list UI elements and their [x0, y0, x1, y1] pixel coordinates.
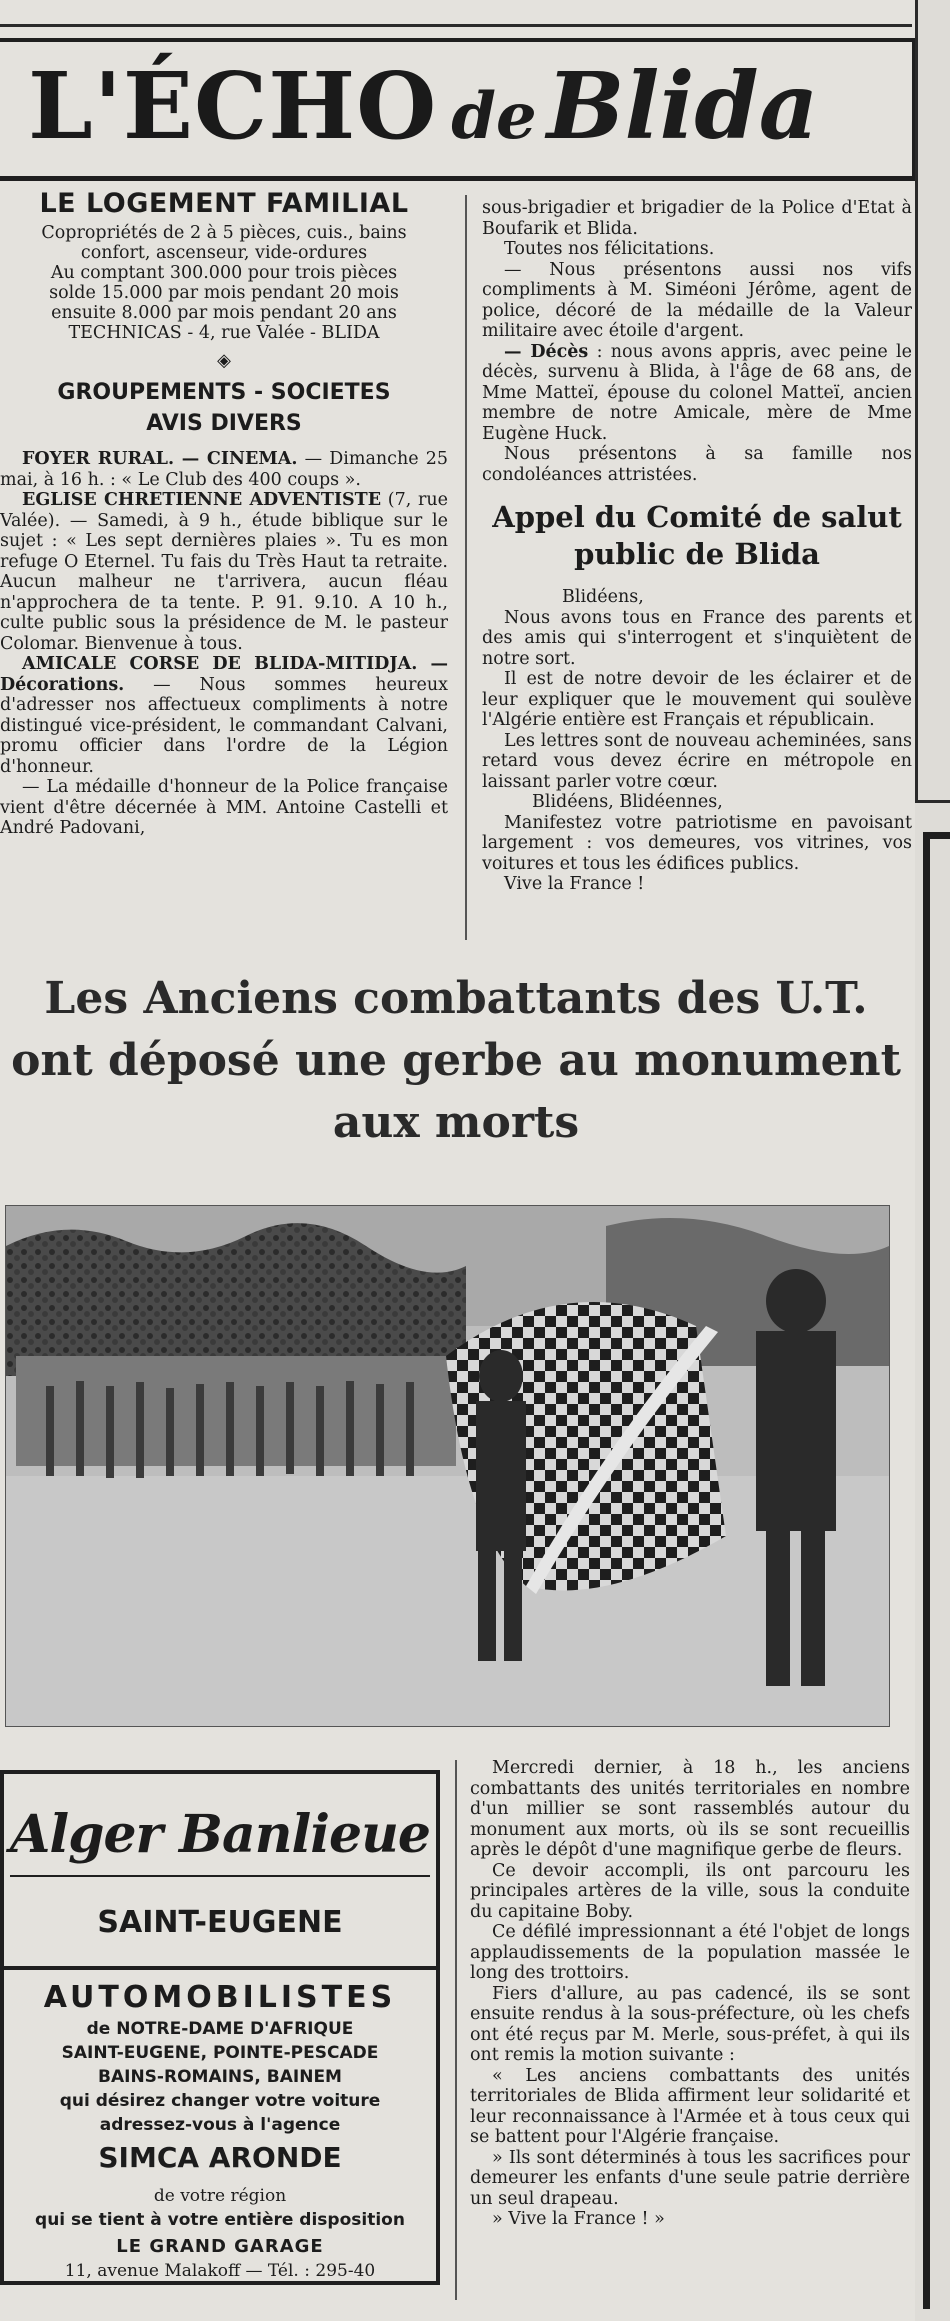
- amicale-notice: [0, 654, 448, 777]
- felicitations: Toutes nos félicitations.: [504, 239, 715, 259]
- ad-location: SAINT-EUGENE: [97, 1905, 343, 1940]
- ceremony-article: [470, 1758, 910, 2230]
- masthead: [0, 38, 915, 181]
- appel-title-line2: public de Blida: [574, 537, 820, 571]
- appel-salutation: Blidéens,: [562, 587, 644, 607]
- eglise-notice: [0, 490, 448, 654]
- condoleances: Nous présentons à sa famille nos condoléances attristées.: [482, 444, 912, 485]
- appel-paragraph: Il est de notre devoir de les éclairer et de leur expliquer que le mouvement qui soulève l'Algérie entière est Français et républicain.: [482, 669, 912, 730]
- adjacent-box-edge: [923, 832, 950, 2309]
- left-column: [0, 190, 448, 839]
- ad-rule: [10, 1875, 430, 1877]
- edge-rule: [915, 800, 950, 803]
- ad-area-line: qui désirez changer votre voiture: [59, 2091, 381, 2111]
- deces-lead: — Décès: [504, 341, 589, 362]
- headline-line2: ont déposé une gerbe au monument: [11, 1035, 901, 1086]
- simeoni-notice: — Nous présentons aussi nos vifs compliments à M. Siméoni Jérôme, agent de police, décoré de la médaille de la Valeur militaire avec étoile d'argent.: [482, 259, 912, 341]
- column-divider: [465, 195, 467, 940]
- ad-region-line: de votre région: [153, 2186, 287, 2206]
- masthead-de: de: [451, 79, 537, 154]
- article-paragraph: Mercredi dernier, à 18 h., les anciens combattants des unités territoriales en nombre d'un millier se sont rassemblés autour du monument aux morts, où ils se sont recueillis après le dépôt d'une magnifique gerbe de fleurs.: [470, 1758, 910, 1860]
- headline-line3: aux morts: [332, 1097, 580, 1148]
- main-headline: [0, 968, 912, 1154]
- appel-paragraph: Nous avons tous en France des parents et des amis qui s'interrogent et s'inquiètent de notre sort.: [482, 607, 912, 669]
- ceremony-photo-image: [6, 1206, 889, 1726]
- groupements-title-line2: AVIS DIVERS: [146, 411, 302, 436]
- ceremony-photo: [5, 1205, 890, 1727]
- logement-line: Copropriétés de 2 à 5 pièces, cuis., bains: [41, 222, 407, 243]
- bottom-column-divider: [455, 1760, 457, 2300]
- foyer-notice: [0, 449, 448, 490]
- groupements-title-line1: GROUPEMENTS - SOCIETES: [57, 380, 391, 405]
- eglise-text: (7, rue Valée). — Samedi, à 9 h., étude biblique sur le sujet : « Les sept dernières plaies ». Tu es mon refuge O Eternel. Tu fais du Très Haut ta retraite. Aucun malheur ne t'arrivera, aucun fléau n'approchera de ta tente. P. 91. 9.10. A 10 h., culte public sous la présidence de M. le pasteur Colomar. Bienvenue à tous.: [0, 490, 448, 654]
- article-paragraph: « Les anciens combattants des unités territoriales de Blida affirment leur solidarité et leur reconnaissance à l'Armée et à tous ceux qui se battent pour l'Algérie française.: [470, 2065, 910, 2147]
- ad-thick-rule: [4, 1966, 436, 1970]
- logement-ad: [0, 223, 448, 343]
- ad-region-line: qui se tient à votre entière disposition: [35, 2210, 405, 2230]
- appel-title-line1: Appel du Comité de salut: [492, 500, 902, 534]
- appel-closing: Vive la France !: [504, 874, 645, 894]
- ad-automobilistes: AUTOMOBILISTES: [43, 1980, 397, 2015]
- amicale-text: — Nous sommes heureux d'adresser nos affectueux compliments à notre distingué vice-président, le commandant Calvani, promu officier dans l'ordre de la Légion d'honneur.: [0, 674, 448, 777]
- groupements-title: [0, 377, 448, 439]
- headline-line1: Les Anciens combattants des U.T.: [44, 973, 868, 1024]
- eglise-lead: EGLISE CHRETIENNE ADVENTISTE: [22, 490, 382, 510]
- ad-area-line: de NOTRE-DAME D'AFRIQUE: [86, 2019, 354, 2039]
- ad-garage: LE GRAND GARAGE: [116, 2236, 324, 2257]
- logement-line: confort, ascenseur, vide-ordures: [80, 242, 368, 263]
- masthead-top-rule: [0, 24, 912, 27]
- masthead-blida: Blida: [546, 52, 819, 160]
- masthead-echo: L'ÉCHO: [28, 52, 438, 160]
- appel-title: [482, 499, 912, 573]
- appel-paragraph: Manifestez votre patriotisme en pavoisant largement : vos demeures, vos vitrines, vos voitures et tous les édifices publics.: [482, 812, 912, 874]
- ad-address: 11, avenue Malakoff — Tél. : 295-40: [64, 2261, 376, 2281]
- logement-line: Au comptant 300.000 pour trois pièces: [50, 262, 398, 283]
- medaille-notice: — La médaille d'honneur de la Police française vient d'être décernée à MM. Antoine Castelli et André Padovani,: [0, 777, 448, 838]
- logement-line: solde 15.000 par mois pendant 20 mois: [49, 282, 399, 303]
- article-paragraph: Ce devoir accompli, ils ont parcouru les principales artères de la ville, sous la conduite du capitaine Boby.: [470, 1860, 910, 1922]
- edge-rule: [915, 0, 918, 800]
- adjacent-page-edge: [915, 0, 950, 2321]
- deces-text: : nous avons appris, avec peine le décès, survenu à Blida, à l'âge de 68 ans, de Mme Matteï, épouse du colonel Matteï, ancien membre de notre Amicale, mère de Mme Eugène Huck.: [482, 341, 912, 444]
- deces-notice: [482, 342, 912, 445]
- diamond-ornament-icon: ◈: [217, 349, 231, 371]
- alger-banlieue-ad: [0, 1770, 440, 2285]
- police-continued: sous-brigadier et brigadier de la Police d'Etat à Boufarik et Blida.: [482, 198, 912, 239]
- foyer-text: — Dimanche 25 mai, à 16 h. : « Le Club des 400 coups ».: [0, 449, 449, 490]
- logement-title: LE LOGEMENT FAMILIAL: [39, 188, 409, 219]
- ad-brand: Alger Banlieue: [10, 1804, 430, 1865]
- article-paragraph: Fiers d'allure, au pas cadencé, ils se sont ensuite rendus à la sous-préfecture, où les chefs ont été reçus par M. Merle, sous-préfet, à qui ils ont remis la motion suivante :: [470, 1983, 910, 2065]
- ad-area-line: adressez-vous à l'agence: [99, 2115, 341, 2135]
- ad-area-line: SAINT-EUGENE, POINTE-PESCADE: [61, 2043, 379, 2063]
- appel-paragraph: Les lettres sont de nouveau acheminées, sans retard vous devez écrire en métropole en laissant parler votre cœur.: [482, 730, 912, 792]
- logement-line: ensuite 8.000 par mois pendant 20 ans: [51, 302, 397, 323]
- article-paragraph: Ce défilé impressionnant a été l'objet de longs applaudissements de la population massée le long des trottoirs.: [470, 1922, 910, 1983]
- article-paragraph: » Vive la France ! »: [492, 2209, 665, 2229]
- article-paragraph: » Ils sont déterminés à tous les sacrifices pour demeurer les enfants d'une seule patrie derrière un seul drapeau.: [470, 2147, 910, 2209]
- foyer-lead: FOYER RURAL. — CINEMA.: [22, 449, 298, 469]
- ad-simca: SIMCA ARONDE: [98, 2141, 342, 2174]
- masthead-title: [28, 52, 818, 160]
- right-column: [482, 198, 912, 895]
- logement-line: TECHNICAS - 4, rue Valée - BLIDA: [68, 322, 380, 343]
- ad-area-line: BAINS-ROMAINS, BAINEM: [98, 2067, 342, 2087]
- amicale-lead: AMICALE CORSE DE BLIDA-MITIDJA. — Décorations.: [0, 654, 448, 695]
- appel-salutation-2: Blidéens, Blidéennes,: [532, 792, 723, 812]
